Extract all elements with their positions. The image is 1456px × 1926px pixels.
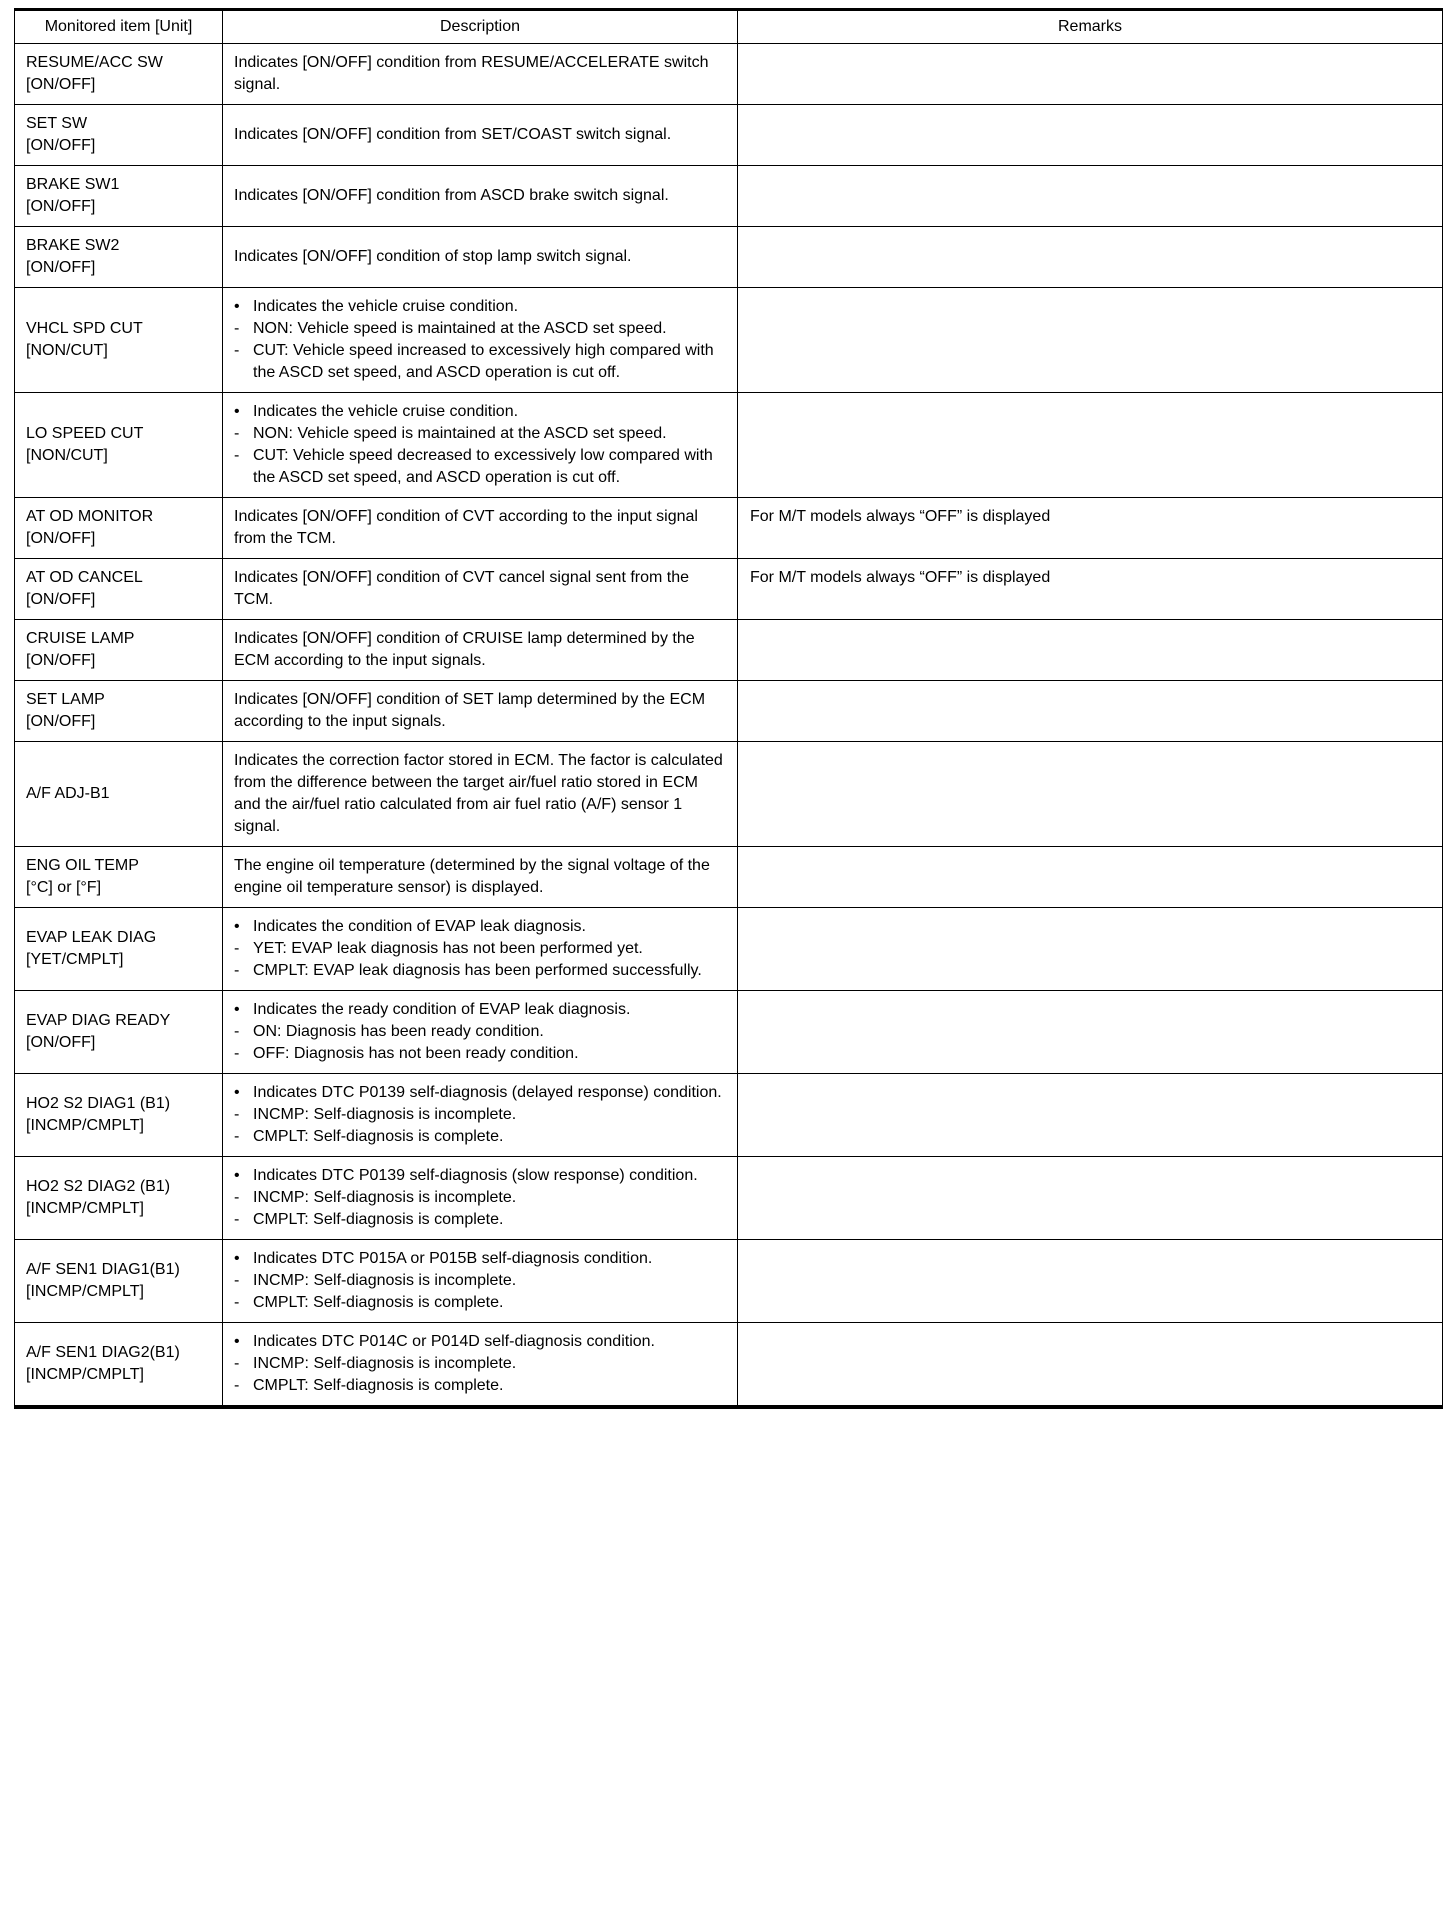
remarks-cell (738, 1240, 1443, 1323)
description-cell (223, 166, 738, 227)
remarks-cell (738, 393, 1443, 498)
bullet-icon: • (234, 1250, 240, 1267)
description-line (234, 1292, 729, 1314)
description-line-text: Indicates DTC P0139 self-diagnosis (slow response) condition. (253, 1167, 698, 1184)
table-row (15, 742, 1443, 847)
table-row (15, 620, 1443, 681)
monitored-item-line: LO SPEED CUT (26, 425, 144, 442)
monitored-item-line: [ON/OFF] (26, 591, 96, 608)
monitored-item-line: SET LAMP (26, 691, 105, 708)
description-line-text: Indicates [ON/OFF] condition of CVT according to the input signal from the TCM. (234, 508, 698, 547)
remarks-cell (738, 1157, 1443, 1240)
description-line-text: CMPLT: Self-diagnosis is complete. (253, 1377, 504, 1394)
header-monitored-item: Monitored item [Unit] (15, 10, 223, 44)
description-line-text: INCMP: Self-diagnosis is incomplete. (253, 1189, 517, 1206)
description-cell (223, 227, 738, 288)
monitored-item-line: [ON/OFF] (26, 652, 96, 669)
monitored-item-line: [YET/CMPLT] (26, 951, 124, 968)
dash-icon: - (234, 1106, 240, 1123)
monitored-item-line: [INCMP/CMPLT] (26, 1366, 144, 1383)
description-line (234, 1209, 729, 1231)
dash-icon: - (234, 1189, 240, 1206)
description-text (234, 689, 729, 733)
description-line-text: NON: Vehicle speed is maintained at the ASCD set speed. (253, 425, 667, 442)
table-row (15, 393, 1443, 498)
bullet-icon: • (234, 403, 240, 420)
remarks-cell (738, 559, 1443, 620)
description-line-text: Indicates [ON/OFF] condition from SET/COAST switch signal. (234, 126, 672, 143)
remarks-cell (738, 1323, 1443, 1408)
monitored-item-line: ENG OIL TEMP (26, 857, 139, 874)
monitored-item-line: [INCMP/CMPLT] (26, 1283, 144, 1300)
description-line (234, 1165, 729, 1187)
table-row (15, 105, 1443, 166)
description-cell (223, 288, 738, 393)
monitored-item-line: A/F SEN1 DIAG1(B1) (26, 1261, 180, 1278)
description-line (234, 296, 729, 318)
monitored-item-line: AT OD CANCEL (26, 569, 143, 586)
description-line-text: Indicates [ON/OFF] condition from ASCD brake switch signal. (234, 187, 669, 204)
monitored-item-cell (15, 105, 223, 166)
dash-icon: - (234, 1023, 240, 1040)
description-line (234, 1375, 729, 1397)
monitored-item-line: [ON/OFF] (26, 713, 96, 730)
description-line (234, 999, 729, 1021)
description-line-text: Indicates [ON/OFF] condition of CRUISE lamp determined by the ECM according to the input signals. (234, 630, 695, 669)
dash-icon: - (234, 1045, 240, 1062)
description-line (234, 916, 729, 938)
monitored-item-line: [ON/OFF] (26, 1034, 96, 1051)
description-cell (223, 620, 738, 681)
dash-icon: - (234, 1272, 240, 1289)
monitored-item-cell (15, 288, 223, 393)
description-cell (223, 742, 738, 847)
description-line-text: Indicates DTC P0139 self-diagnosis (delayed response) condition. (253, 1084, 722, 1101)
description-text (234, 246, 729, 268)
description-line (234, 401, 729, 423)
description-line-text: CUT: Vehicle speed decreased to excessively low compared with the ASCD set speed, and ASCD operation is cut off. (253, 447, 713, 486)
monitored-item-line: [INCMP/CMPLT] (26, 1200, 144, 1217)
header-description: Description (223, 10, 738, 44)
monitored-item-line: A/F ADJ-B1 (26, 785, 110, 802)
dash-icon: - (234, 1355, 240, 1372)
monitored-item-cell (15, 1323, 223, 1408)
monitored-item-line: A/F SEN1 DIAG2(B1) (26, 1344, 180, 1361)
remarks-cell (738, 1074, 1443, 1157)
description-line-text: Indicates the condition of EVAP leak diagnosis. (253, 918, 586, 935)
description-line-text: CMPLT: Self-diagnosis is complete. (253, 1294, 504, 1311)
remarks-cell (738, 681, 1443, 742)
monitored-item-line: SET SW (26, 115, 88, 132)
table-row (15, 847, 1443, 908)
description-line-text: CUT: Vehicle speed increased to excessively high compared with the ASCD set speed, and ASCD operation is cut off. (253, 342, 714, 381)
table-row (15, 1240, 1443, 1323)
remarks-cell (738, 908, 1443, 991)
description-line-text: The engine oil temperature (determined by the signal voltage of the engine oil temperature sensor) is displayed. (234, 857, 710, 896)
header-row (15, 10, 1443, 44)
monitored-item-line: [INCMP/CMPLT] (26, 1117, 144, 1134)
description-line (234, 1104, 729, 1126)
bullet-icon: • (234, 298, 240, 315)
bullet-icon: • (234, 1167, 240, 1184)
remarks-cell (738, 166, 1443, 227)
bullet-icon: • (234, 1084, 240, 1101)
monitored-item-cell (15, 1074, 223, 1157)
table-row (15, 498, 1443, 559)
description-line-text: INCMP: Self-diagnosis is incomplete. (253, 1355, 517, 1372)
description-line (234, 1331, 729, 1353)
description-cell (223, 1240, 738, 1323)
description-cell (223, 393, 738, 498)
description-cell (223, 1074, 738, 1157)
description-line (234, 1126, 729, 1148)
description-text (234, 750, 729, 838)
monitored-item-cell (15, 847, 223, 908)
table-row (15, 166, 1443, 227)
remarks-cell (738, 847, 1443, 908)
monitored-item-line: [ON/OFF] (26, 530, 96, 547)
monitored-item-cell (15, 498, 223, 559)
description-line-text: INCMP: Self-diagnosis is incomplete. (253, 1106, 517, 1123)
table-row (15, 1074, 1443, 1157)
description-text (234, 567, 729, 611)
remarks-cell (738, 620, 1443, 681)
monitored-item-line: EVAP LEAK DIAG (26, 929, 157, 946)
remarks-cell (738, 742, 1443, 847)
description-cell (223, 498, 738, 559)
description-line-text: OFF: Diagnosis has not been ready condition. (253, 1045, 579, 1062)
monitored-item-line: VHCL SPD CUT (26, 320, 143, 337)
table-row (15, 991, 1443, 1074)
description-line-text: CMPLT: EVAP leak diagnosis has been performed successfully. (253, 962, 702, 979)
table-row (15, 227, 1443, 288)
description-line-text: Indicates [ON/OFF] condition of SET lamp determined by the ECM according to the input signals. (234, 691, 706, 730)
description-line-text: YET: EVAP leak diagnosis has not been performed yet. (253, 940, 643, 957)
description-text (234, 185, 729, 207)
description-line (234, 1021, 729, 1043)
monitored-item-cell (15, 908, 223, 991)
monitored-item-line: [NON/CUT] (26, 342, 108, 359)
description-cell (223, 1157, 738, 1240)
monitored-item-line: [ON/OFF] (26, 76, 96, 93)
dash-icon: - (234, 962, 240, 979)
description-line (234, 1043, 729, 1065)
description-text (234, 855, 729, 899)
remarks-text: For M/T models always “OFF” is displayed (750, 508, 1051, 525)
table-row (15, 288, 1443, 393)
monitored-item-cell (15, 166, 223, 227)
dash-icon: - (234, 320, 240, 337)
monitored-item-line: RESUME/ACC SW (26, 54, 163, 71)
description-line-text: Indicates the vehicle cruise condition. (253, 298, 519, 315)
monitored-items-table (14, 8, 1443, 1409)
monitored-item-cell (15, 1240, 223, 1323)
description-line (234, 340, 729, 384)
monitored-item-line: AT OD MONITOR (26, 508, 154, 525)
remarks-cell (738, 44, 1443, 105)
dash-icon: - (234, 425, 240, 442)
dash-icon: - (234, 1294, 240, 1311)
monitored-item-line: [NON/CUT] (26, 447, 108, 464)
description-text (234, 628, 729, 672)
bullet-icon: • (234, 918, 240, 935)
description-line (234, 1353, 729, 1375)
description-cell (223, 559, 738, 620)
monitored-item-line: [ON/OFF] (26, 259, 96, 276)
description-line-text: INCMP: Self-diagnosis is incomplete. (253, 1272, 517, 1289)
description-line (234, 1082, 729, 1104)
monitored-item-cell (15, 681, 223, 742)
description-text (234, 506, 729, 550)
table-row (15, 44, 1443, 105)
dash-icon: - (234, 342, 240, 359)
monitored-item-line: CRUISE LAMP (26, 630, 135, 647)
description-line-text: Indicates [ON/OFF] condition of stop lamp switch signal. (234, 248, 632, 265)
description-text (234, 52, 729, 96)
description-line-text: CMPLT: Self-diagnosis is complete. (253, 1128, 504, 1145)
description-line-text: ON: Diagnosis has been ready condition. (253, 1023, 544, 1040)
monitored-item-cell (15, 991, 223, 1074)
description-line-text: Indicates the correction factor stored in ECM. The factor is calculated from the difference between the target air/fuel ratio stored in ECM and the air/fuel ratio calculated from air fuel ratio (A/F) sensor 1 signal. (234, 752, 723, 835)
bullet-icon: • (234, 1001, 240, 1018)
bullet-icon: • (234, 1333, 240, 1350)
monitored-item-line: [ON/OFF] (26, 137, 96, 154)
description-line (234, 960, 729, 982)
description-line-text: Indicates [ON/OFF] condition of CVT cancel signal sent from the TCM. (234, 569, 690, 608)
description-cell (223, 847, 738, 908)
monitored-item-line: BRAKE SW2 (26, 237, 120, 254)
dash-icon: - (234, 1211, 240, 1228)
description-line (234, 445, 729, 489)
description-line-text: Indicates [ON/OFF] condition from RESUME/ACCELERATE switch signal. (234, 54, 709, 93)
description-cell (223, 908, 738, 991)
remarks-cell (738, 288, 1443, 393)
table-row (15, 908, 1443, 991)
monitored-item-line: BRAKE SW1 (26, 176, 120, 193)
remarks-text: For M/T models always “OFF” is displayed (750, 569, 1051, 586)
description-cell (223, 44, 738, 105)
remarks-cell (738, 991, 1443, 1074)
monitored-item-cell (15, 620, 223, 681)
remarks-cell (738, 227, 1443, 288)
remarks-cell (738, 498, 1443, 559)
description-line (234, 423, 729, 445)
description-line (234, 938, 729, 960)
description-line-text: NON: Vehicle speed is maintained at the ASCD set speed. (253, 320, 667, 337)
monitored-item-line: EVAP DIAG READY (26, 1012, 171, 1029)
header-remarks: Remarks (738, 10, 1443, 44)
monitored-item-line: [ON/OFF] (26, 198, 96, 215)
description-text (234, 124, 729, 146)
monitored-item-cell (15, 393, 223, 498)
description-line (234, 1187, 729, 1209)
monitored-item-cell (15, 1157, 223, 1240)
monitored-item-line: HO2 S2 DIAG2 (B1) (26, 1178, 171, 1195)
dash-icon: - (234, 940, 240, 957)
table-row (15, 681, 1443, 742)
monitored-item-cell (15, 559, 223, 620)
dash-icon: - (234, 447, 240, 464)
description-cell (223, 681, 738, 742)
monitored-item-cell (15, 742, 223, 847)
description-line-text: Indicates the vehicle cruise condition. (253, 403, 519, 420)
description-cell (223, 105, 738, 166)
description-cell (223, 1323, 738, 1408)
monitored-item-line: [°C] or [°F] (26, 879, 102, 896)
description-line-text: Indicates DTC P015A or P015B self-diagnosis condition. (253, 1250, 653, 1267)
monitored-item-cell (15, 227, 223, 288)
description-cell (223, 991, 738, 1074)
dash-icon: - (234, 1377, 240, 1394)
table-row (15, 1157, 1443, 1240)
monitored-item-line: HO2 S2 DIAG1 (B1) (26, 1095, 171, 1112)
remarks-cell (738, 105, 1443, 166)
description-line (234, 318, 729, 340)
table-row (15, 559, 1443, 620)
description-line-text: Indicates DTC P014C or P014D self-diagnosis condition. (253, 1333, 655, 1350)
description-line-text: Indicates the ready condition of EVAP leak diagnosis. (253, 1001, 631, 1018)
table-row (15, 1323, 1443, 1408)
description-line (234, 1270, 729, 1292)
description-line (234, 1248, 729, 1270)
dash-icon: - (234, 1128, 240, 1145)
description-line-text: CMPLT: Self-diagnosis is complete. (253, 1211, 504, 1228)
monitored-item-cell (15, 44, 223, 105)
